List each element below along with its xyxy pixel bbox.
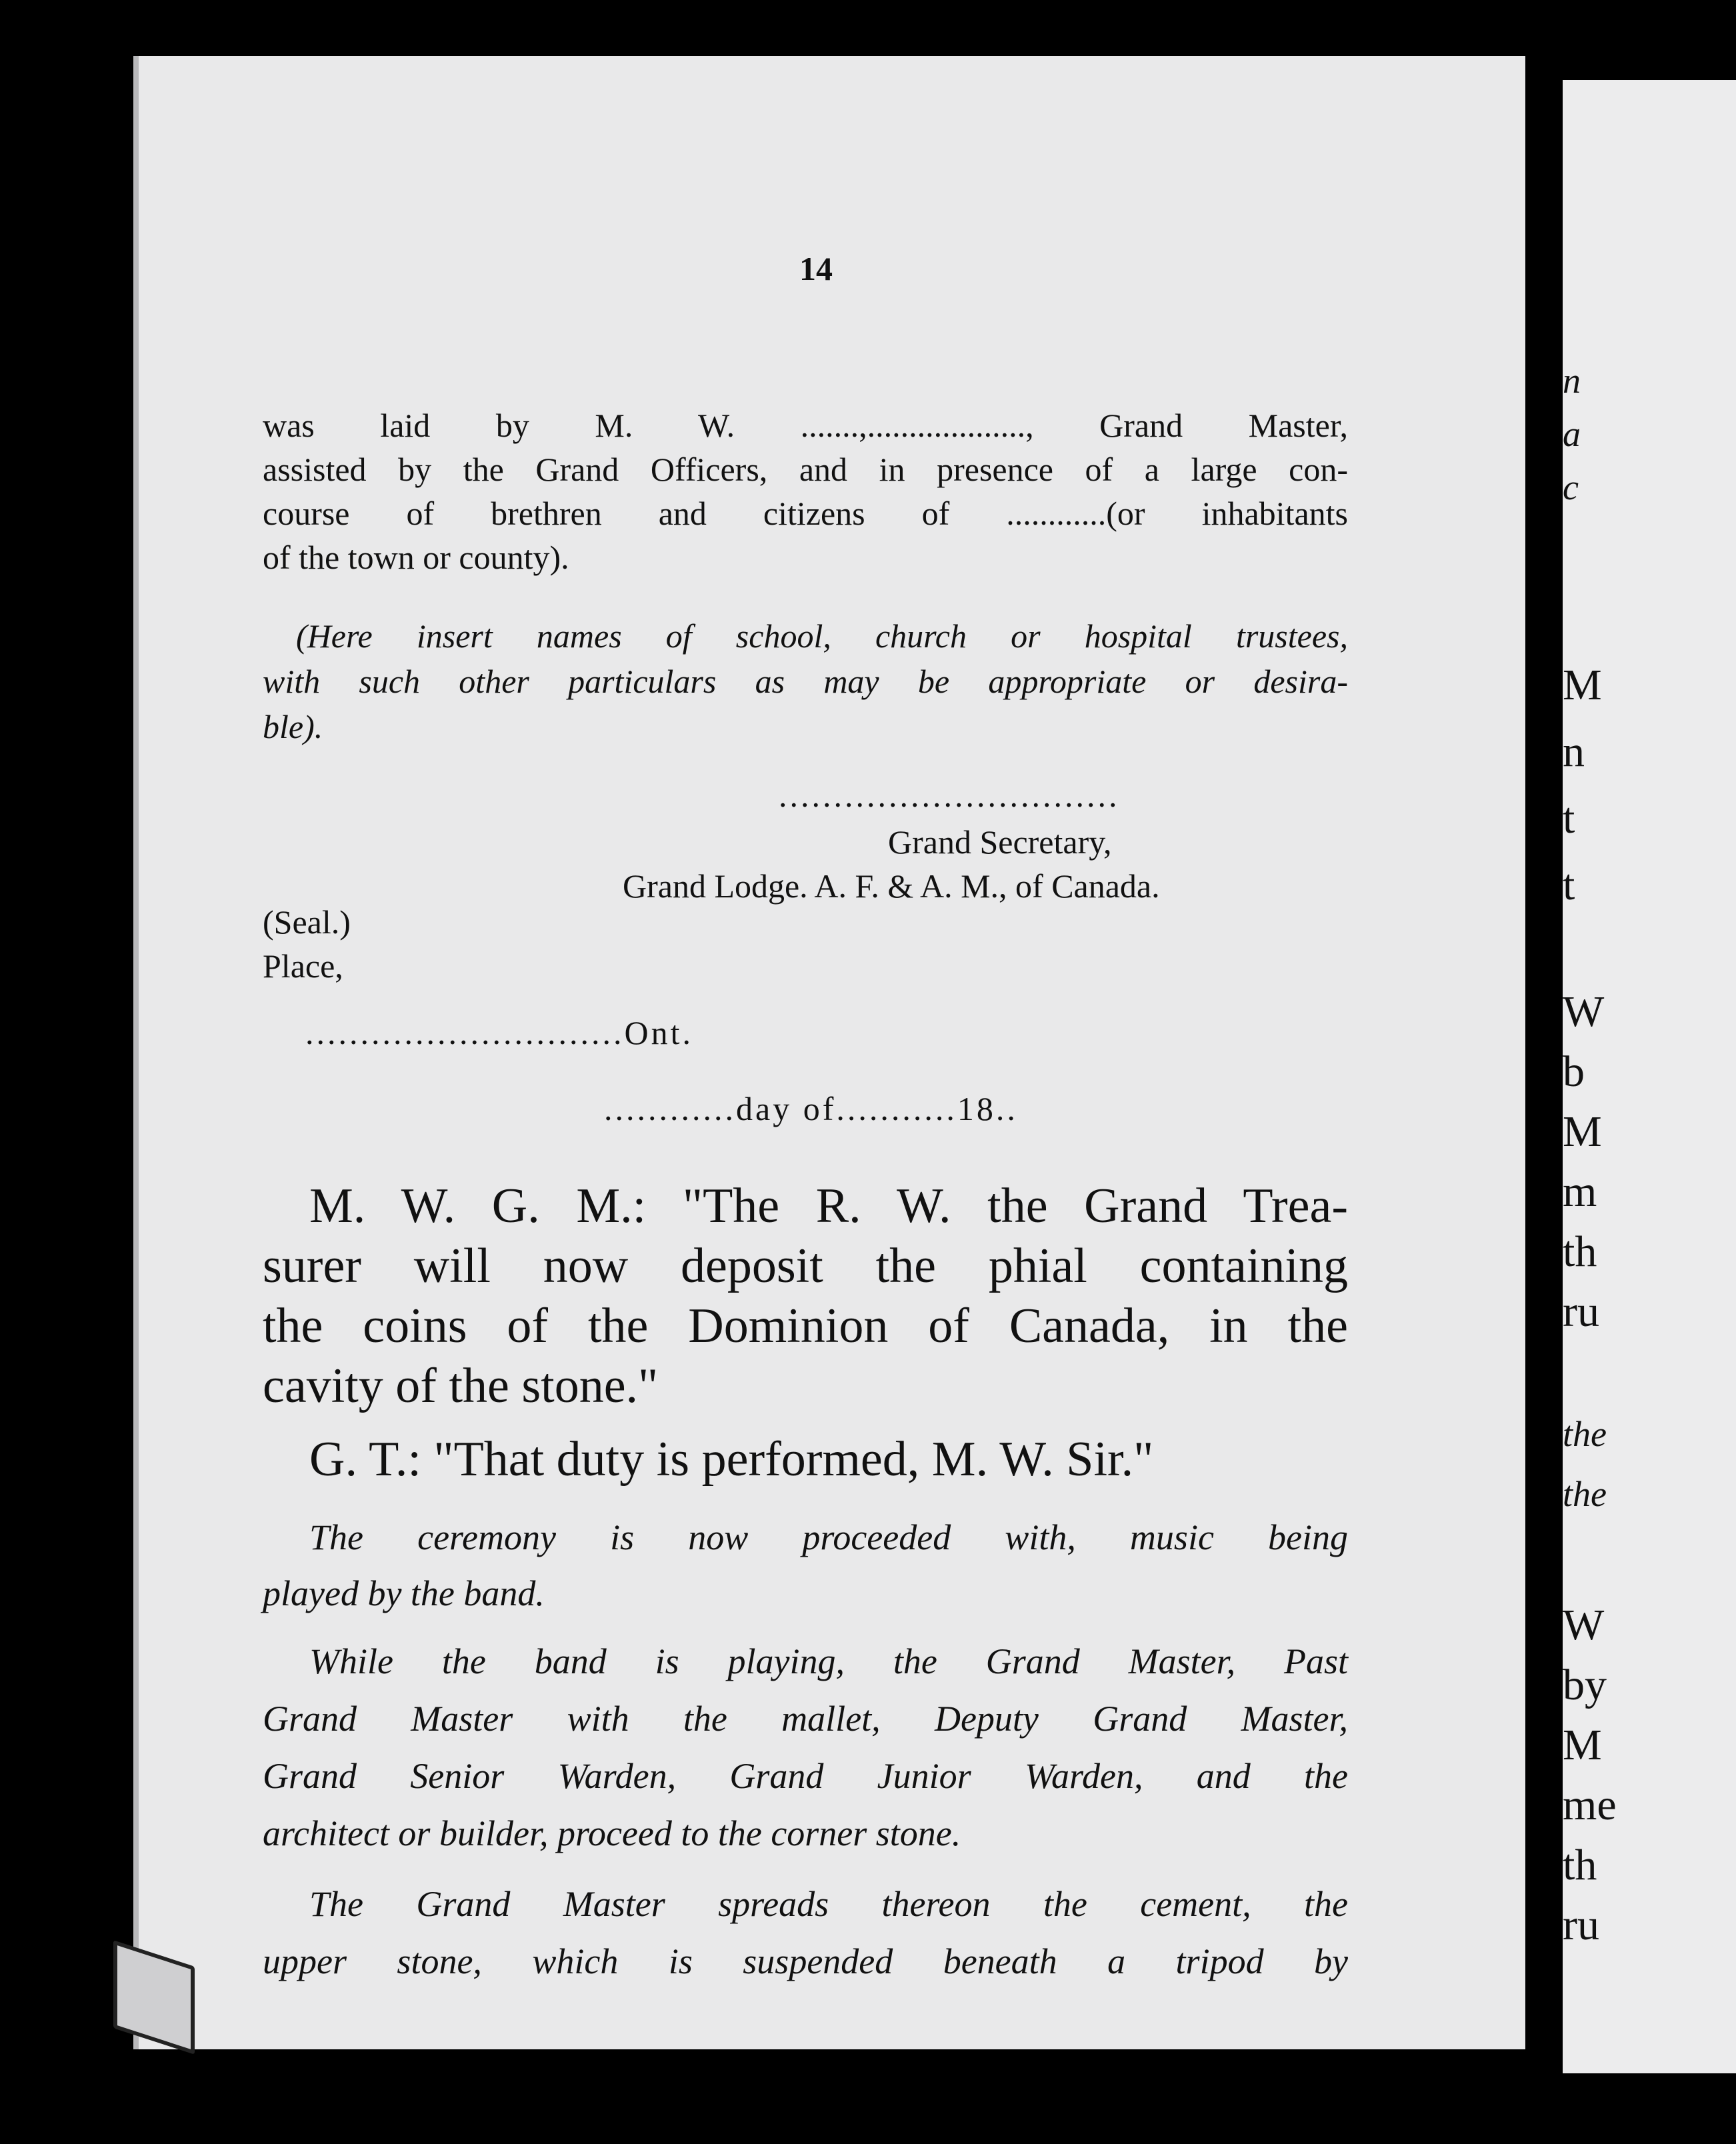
band-line-1: While the band is playing, the Grand Master, Past [309,1641,1348,1681]
next-page-fragment: th [1563,1841,1597,1889]
next-page-fragment: M [1563,661,1602,709]
band-line-3: Grand Senior Warden, Grand Junior Warden, and the [263,1756,1348,1796]
next-page-fragment: n [1563,727,1585,776]
next-page-fragment: W [1563,1601,1605,1649]
next-page-fragment: by [1563,1661,1607,1709]
ceremony-line-1: The ceremony is now proceeded with, music being [309,1517,1348,1557]
book-page [133,56,1525,2049]
mwgm-line-2: surer will now deposit the phial containing [263,1239,1348,1293]
next-page-fragment: M [1563,1721,1602,1769]
next-page-fragment: n [1563,361,1581,401]
date-line: ............day of...........18.. [604,1090,1018,1127]
next-page-fragment: m [1563,1167,1597,1216]
grand-lodge: Grand Lodge. A. F. & A. M., of Canada. [623,867,1160,905]
next-page-fragment: the [1563,1474,1607,1514]
spread-line-2: upper stone, which is suspended beneath a tripod by [263,1941,1348,1981]
next-page-fragment: ru [1563,1287,1599,1336]
spread-line-1: The Grand Master spreads thereon the cement, the [309,1884,1348,1924]
next-page-fragment: b [1563,1047,1585,1096]
note-line-3: ble). [263,708,323,745]
next-page-fragment: the [1563,1414,1607,1454]
next-page-fragment: t [1563,861,1575,909]
intro-line-1: was laid by M. W. .......,..................., Grand Master, [263,407,1348,444]
intro-line-2: assisted by the Grand Officers, and in presence of a large con- [263,451,1348,488]
next-page-fragment: c [1563,467,1579,507]
place-label: Place, [263,947,343,985]
band-line-4: architect or builder, proceed to the corner stone. [263,1813,961,1853]
signature-line: ............................... [779,777,1120,814]
next-page-fragment: me [1563,1781,1617,1829]
next-page-fragment: a [1563,414,1581,454]
page-number: 14 [799,250,833,287]
gt-line: G. T.: "That duty is performed, M. W. Sir." [309,1432,1154,1487]
next-page-fragment: t [1563,794,1575,843]
band-line-2: Grand Master with the mallet, Deputy Grand Master, [263,1699,1348,1739]
ceremony-line-2: played by the band. [263,1573,545,1613]
mwgm-line-4: cavity of the stone." [263,1359,659,1413]
next-page-fragment: th [1563,1227,1597,1276]
note-line-2: with such other particulars as may be appropriate or desira- [263,663,1348,700]
grand-secretary: Grand Secretary, [888,823,1112,861]
next-page-fragment: W [1563,987,1605,1036]
mwgm-line-3: the coins of the Dominion of Canada, in the [263,1299,1348,1353]
intro-line-3: course of brethren and citizens of ............(or inhabitants [263,495,1348,532]
seal-label: (Seal.) [263,903,351,941]
ont-line: .............................Ont. [305,1014,693,1051]
note-line-1: (Here insert names of school, church or hospital trustees, [296,617,1348,655]
mwgm-line-1: M. W. G. M.: "The R. W. the Grand Trea- [309,1179,1348,1233]
adjacent-page-edge [1563,80,1736,2073]
next-page-fragment: ru [1563,1901,1599,1949]
next-page-fragment: M [1563,1107,1602,1156]
intro-line-4: of the town or county). [263,539,569,576]
